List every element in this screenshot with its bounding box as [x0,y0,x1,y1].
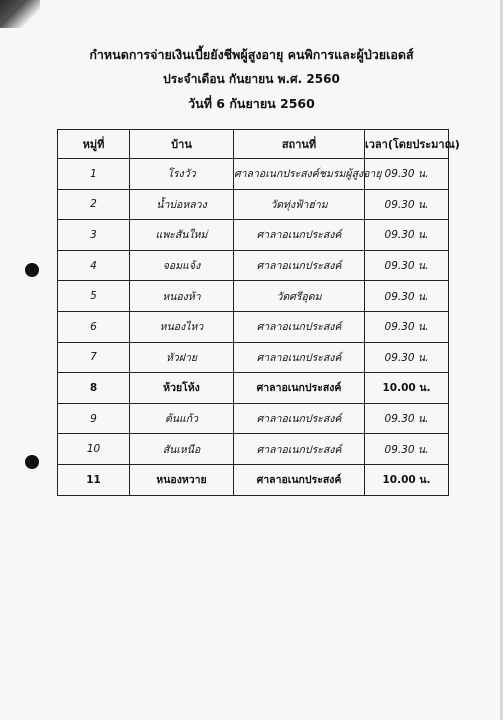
table-row [58,281,449,312]
cell-village: จอมแจ้ง [130,250,234,281]
cell-moo: 11 [58,464,130,495]
document-subtitle-month: ประจำเดือน กันยายน พ.ศ. 2560 [163,72,340,86]
cell-place: วัดทุ่งฟ้าฮ่าม [234,189,365,220]
cell-moo: 8 [58,373,130,404]
header-moo: หมู่ที่ [58,130,130,159]
cell-village: หนองไหว [130,311,234,342]
cell-time: 09.30 น. [365,403,449,434]
cell-moo: 9 [58,403,130,434]
table-row [58,403,449,434]
cell-time: 09.30 น. [365,281,449,312]
header-time: เวลา(โดยประมาณ) [365,130,449,159]
cell-moo: 3 [58,220,130,251]
table-row [58,189,449,220]
table-row [58,373,449,404]
table-row [58,342,449,373]
cell-village: หนองหวาย [130,464,234,495]
cell-place: ศาลาอเนกประสงค์ [234,464,365,495]
cell-village: ต้นแก้ว [130,403,234,434]
cell-time: 09.30 น. [365,220,449,251]
cell-village: สันเหนือ [130,434,234,465]
cell-village: หนองห้า [130,281,234,312]
cell-time: 10.00 น. [365,464,449,495]
table-row [58,464,449,495]
document-title: กำหนดการจ่ายเงินเบี้ยยังชีพผู้สูงอายุ คนพิการและผู้ป่วยเอดส์ [89,47,414,62]
header-village: บ้าน [130,130,234,159]
cell-place: ศาลาอเนกประสงค์ชมรมผู้สูงอายุ [234,159,365,190]
cell-place: ศาลาอเนกประสงค์ [234,373,365,404]
cell-moo: 4 [58,250,130,281]
table-row [58,159,449,190]
cell-village: แพะสันใหม่ [130,220,234,251]
table-row [58,434,449,465]
cell-village: ห้วยโห้ง [130,373,234,404]
cell-place: ศาลาอเนกประสงค์ [234,250,365,281]
cell-time: 09.30 น. [365,434,449,465]
cell-place: ศาลาอเนกประสงค์ [234,311,365,342]
cell-place: ศาลาอเนกประสงค์ [234,434,365,465]
cell-time: 09.30 น. [365,342,449,373]
cell-time: 09.30 น. [365,159,449,190]
document-subtitle-date: วันที่ 6 กันยายน 2560 [188,96,315,111]
cell-time: 09.30 น. [365,189,449,220]
cell-moo: 2 [58,189,130,220]
table-row [58,250,449,281]
cell-village: น้ำบ่อหลวง [130,189,234,220]
cell-moo: 10 [58,434,130,465]
cell-time: 09.30 น. [365,250,449,281]
cell-moo: 1 [58,159,130,190]
cell-village: หัวฝาย [130,342,234,373]
schedule-table [57,129,460,496]
cell-place: ศาลาอเนกประสงค์ [234,403,365,434]
punch-hole [25,455,39,469]
header-place: สถานที่ [234,130,365,159]
cell-moo: 6 [58,311,130,342]
cell-place: ศาลาอเนกประสงค์ [234,342,365,373]
table-row [58,311,449,342]
cell-time: 10.00 น. [365,373,449,404]
cell-place: ศาลาอเนกประสงค์ [234,220,365,251]
cell-village: โรงวัว [130,159,234,190]
punch-hole [25,263,39,277]
cell-place: วัดศรีอุดม [234,281,365,312]
cell-moo: 5 [58,281,130,312]
table-row [58,220,449,251]
table-header-row [58,130,449,159]
cell-time: 09.30 น. [365,311,449,342]
scan-corner-shadow [0,0,40,28]
cell-moo: 7 [58,342,130,373]
